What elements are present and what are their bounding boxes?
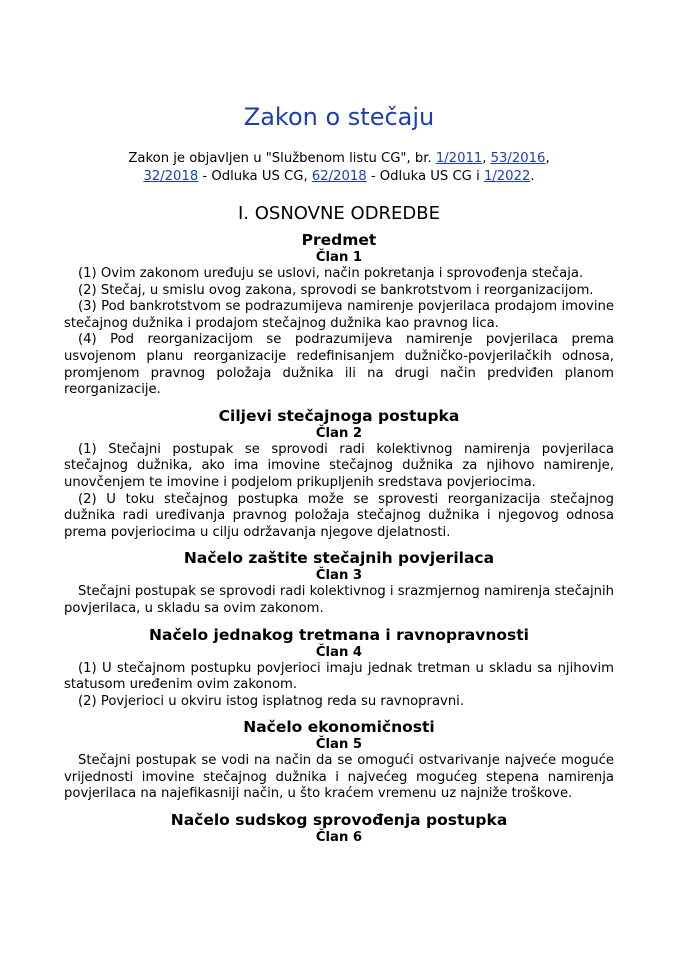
article-4: [64, 626, 614, 711]
gazette-link-1-2011[interactable]: 1/2011: [435, 151, 483, 166]
article-3: [64, 549, 614, 617]
publication-separator: ,: [482, 151, 491, 166]
article-number: Član 4: [315, 644, 363, 660]
law-content: [64, 202, 614, 854]
article-number: Član 2: [315, 425, 363, 441]
article-paragraph: (2) U toku stečajnog postupka može se sprovesti reorganizacija stečajnog dužnika radi uređivanja pravnog položaja stečajnog dužnika i njegovog odnosa prema povjeriocima u cilju održavanja njegove djelatnosti.: [64, 491, 614, 540]
article-2: [64, 407, 614, 542]
publication-separator: ,: [545, 151, 550, 166]
article-number: Član 1: [315, 250, 363, 265]
gazette-link-1-2022[interactable]: 1/2022: [483, 169, 531, 184]
article-number: Član 3: [315, 568, 363, 584]
article-paragraph: (2) Stečaj, u smislu ovog zakona, sprovodi se bankrotstvom i reorganizacijom.: [78, 282, 594, 298]
gazette-link-32-2018[interactable]: 32/2018: [143, 169, 199, 184]
article-paragraph: (1) Stečajni postupak se sprovodi radi kolektivnog namirenja povjerilaca stečajnog dužnika, ako ima imovine stečajnog dužnika za njihovo namirenje, unovčenjem te imovine i podjelom prikupljenih sredstava povjeriocima.: [64, 441, 614, 490]
article-paragraph: (1) Ovim zakonom uređuju se uslovi, način pokretanja i sprovođenja stečaja.: [78, 266, 584, 281]
article-heading: Načelo ekonomičnosti: [243, 718, 435, 737]
publication-note-us-cg: - Odluka US CG,: [198, 169, 312, 184]
article-paragraph: Stečajni postupak se vodi na način da se omogući ostvarivanje najveće moguće vrijednosti imovine stečajnog dužnika i najvećeg mogućeg stepena namirenja povjerilaca na najefikasniji način, u što kraćem vremenu uz najniže troškove.: [64, 753, 614, 802]
article-paragraph: (3) Pod bankrotstvom se podrazumijeva namirenje povjerilaca prodajom imovine stečajnog dužnika i prodajom stečajnog dužnika kao pravnog lica.: [64, 299, 614, 331]
chapter-title: I. OSNOVNE ODREDBE: [237, 203, 441, 224]
publication-note: [64, 150, 614, 186]
document-title: Zakon o stečaju: [243, 103, 435, 131]
article-paragraph: (2) Povjerioci u okviru istog isplatnog reda su ravnopravni.: [78, 693, 465, 709]
article-6: [64, 811, 614, 846]
article-number: Član 6: [315, 830, 363, 846]
article-heading: Načelo jednakog tretmana i ravnopravnosti: [149, 625, 529, 644]
article-number: Član 5: [315, 737, 363, 753]
publication-end: .: [530, 169, 535, 184]
article-paragraph: Stečajni postupak se sprovodi radi kolektivnog i srazmjernog namirenja stečajnih povjerilaca, u skladu sa ovim zakonom.: [64, 584, 614, 616]
article-5: [64, 718, 614, 803]
article-heading: Predmet: [301, 231, 377, 249]
publication-note-us-cg: - Odluka US CG i: [366, 169, 484, 184]
gazette-link-62-2018[interactable]: 62/2018: [311, 169, 367, 184]
article-paragraph: (1) U stečajnom postupku povjerioci imaju jednak tretman u skladu sa njihovim statusom uređenim ovim zakonom.: [64, 660, 614, 693]
article-paragraph: (4) Pod reorganizacijom se podrazumijeva namirenje povjerilaca prema usvojenom planu reorganizacije redefinisanjem dužničko-povjerilačkih odnosa, promjenom pravnog položaja dužnika ili na drugi način predviđen planom reorganizacije.: [64, 332, 614, 398]
publication-prefix: Zakon je objavljen u "Službenom listu CG", br.: [128, 151, 436, 166]
article-heading: Načelo sudskog sprovođenja postupka: [170, 811, 508, 830]
article-heading: Ciljevi stečajnoga postupka: [218, 406, 460, 425]
article-1: [64, 231, 614, 399]
gazette-link-53-2016[interactable]: 53/2016: [490, 151, 546, 166]
article-heading: Načelo zaštite stečajnih povjerilaca: [183, 549, 495, 568]
